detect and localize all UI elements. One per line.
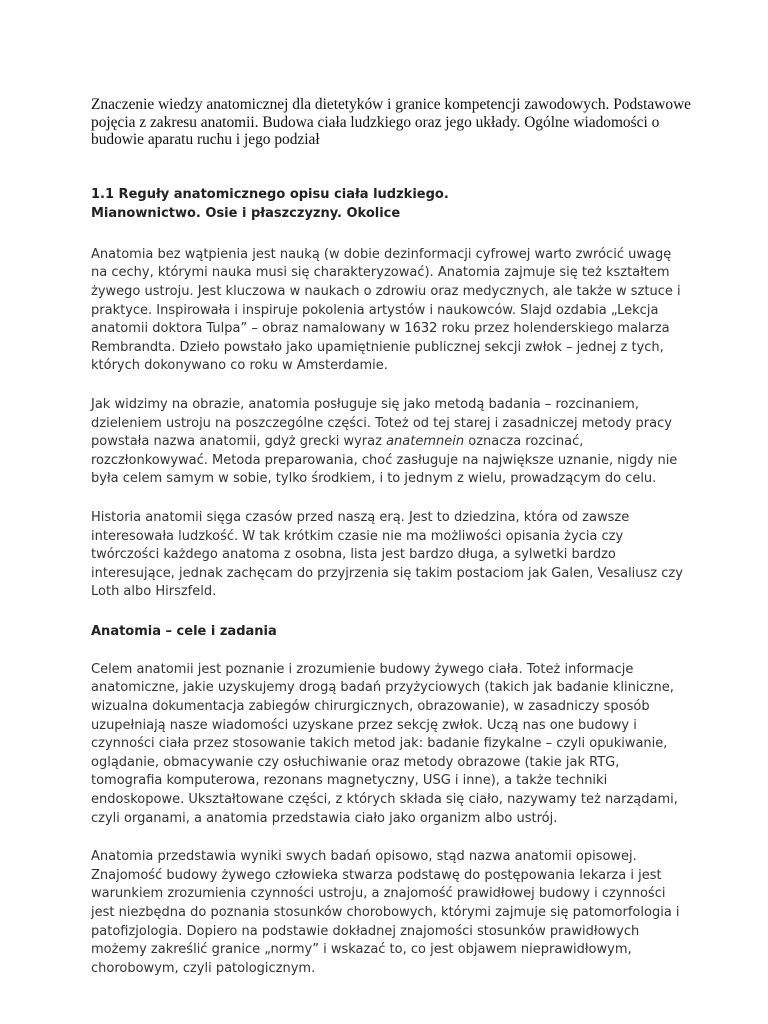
section-heading bbox=[91, 185, 691, 223]
subheading-goals: Anatomia – cele i zadania bbox=[91, 623, 277, 639]
paragraph-4: Celem anatomii jest poznanie i zrozumienie budowy żywego ciała. Toteż informacje anatomiczne, jakie uzyskujemy drogą badań przyżyciowych (takich jak badanie kliniczne, wizualna dokumentacja zabiegów chirurgicznych, obrazowanie), w zasadniczy sposób uzupełniają nasze wiadomości uzyskane przez sekcję zwłok. Uczą nas one budowy i czynności ciała przez stosowanie takich metod jak: badanie fizykalne – czyli opukiwanie, oglądanie, obmacywanie czy osłuchiwanie oraz metody obrazowe (takie jak RTG, tomografia komputerowa, rezonans magnetyczny, USG i inne), a także techniki endoskopowe. Ukształtowane części, z których składa się ciało, nazywamy też narządami, czyli organami, a anatomia przedstawia ciało jako organizm albo ustrój. bbox=[91, 661, 678, 826]
paragraph-2 bbox=[91, 396, 691, 489]
section-heading-line-2: Mianownictwo. Osie i płaszczyzny. Okolice bbox=[91, 205, 401, 221]
paragraph-2-text-a: Jak widzimy na obrazie, anatomia posługuje się jako metodą badania – rozcinaniem, dzieleniem ustroju na poszczególne części. Toteż od tej starej i zasadniczej metody pracy powstała nazwa anatomii, gdyż grecki wyraz bbox=[91, 396, 672, 450]
paragraph-1: Anatomia bez wątpienia jest nauką (w dobie dezinformacji cyfrowej warto zwrócić uwagę na cechy, którymi nauka musi się charakteryzować). Anatomia zajmuje się też kształtem żywego ustroju. Jest kluczowa w naukach o zdrowiu oraz medycznych, ale także w sztuce i praktyce. Inspirowała i inspiruje pokolenia artystów i naukowców. Slajd ozdabia „Lekcja anatomii doktora Tulpa” – obraz namalowany w 1632 roku przez holenderskiego malarza Rembrandta. Dzieło powstało jako upamiętnienie publicznej sekcji zwłok – jednej z tych, których dokonywano co roku w Amsterdamie. bbox=[91, 246, 681, 374]
paragraph-5: Anatomia przedstawia wyniki swych badań opisowo, stąd nazwa anatomii opisowej. Znajomość budowy żywego człowieka stwarza podstawę do postępowania lekarza i jest warunkiem zrozumienia czynności ustroju, a znajomość prawidłowej budowy i czynności jest niezbędna do poznania stosunków chorobowych, którymi zajmuje się patomorfologia i patofizjologia. Dopiero na podstawie dokładnej znajomości stosunków prawidłowych możemy zakreślić granice „normy” i wskazać to, co jest objawem nieprawidłowym, chorobowym, czyli patologicznym. bbox=[91, 849, 680, 976]
paragraph-2-text-b: oznacza rozcinać, rozczłonkowywać. Metoda preparowania, choć zasługuje na największe uznanie, nigdy nie była celem samym w sobie, tylko środkiem, i to jednym z wielu, prowadzącym do celu. bbox=[91, 434, 678, 487]
section-heading-line-1: 1.1 Reguły anatomicznego opisu ciała ludzkiego. bbox=[91, 186, 449, 202]
paragraph-2-italic-term: anatemnein bbox=[386, 434, 465, 450]
document-page bbox=[91, 96, 691, 998]
document-title: Znaczenie wiedzy anatomicznej dla dietetyków i granice kompetencji zawodowych. Podstawowe pojęcia z zakresu anatomii. Budowa ciała ludzkiego oraz jego układy. Ogólne wiadomości o budowie aparatu ruchu i jego podział bbox=[91, 96, 692, 149]
paragraph-3: Historia anatomii sięga czasów przed naszą erą. Jest to dziedzina, która od zawsze interesowała ludzkość. W tak krótkim czasie nie ma możliwości opisania życia czy twórczości każdego anatoma z osobna, lista jest bardzo długa, a sylwetki bardzo interesujące, jednak zachęcam do przyjrzenia się takim postaciom jak Galen, Vesaliusz czy Loth albo Hirszfeld. bbox=[91, 509, 683, 600]
